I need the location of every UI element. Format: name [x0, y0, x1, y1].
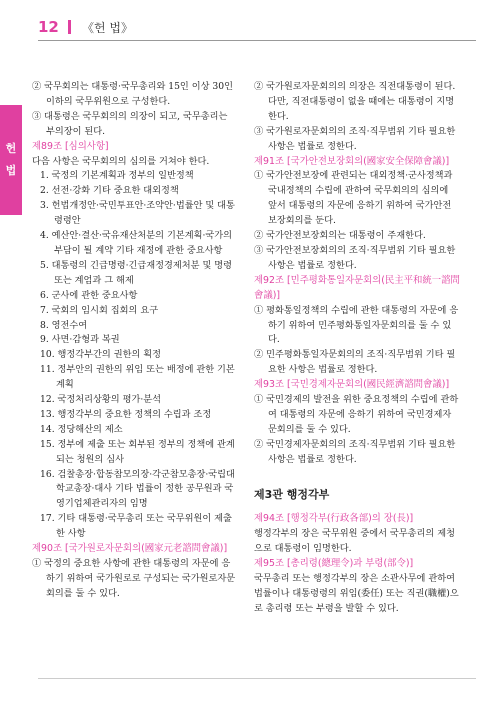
side-tab-char-1: 헌	[5, 142, 17, 155]
left-column	[32, 80, 237, 602]
article-89-item: 13. 행정각부의 중요한 정책의 수립과 조정	[40, 408, 212, 420]
article-88-paragraph-2: ② 국무회의는 대통령·국무총리와 15인 이상 30인 이하의 국무위원으로 구성한다.	[32, 81, 233, 107]
article-93-paragraph-1: ① 국민경제의 발전을 위한 중요정책의 수립에 관하여 대통령의 자문에 응하기 위하여 국민경제자문회의를 둘 수 있다.	[254, 394, 459, 435]
article-90-title: 제90조 [국가원로자문회의(國家元老諮問會議)]	[32, 543, 228, 555]
article-91-paragraph-1: ① 국가안전보장에 관련되는 대외정책·군사정책과 국내정책의 수립에 관하여 국무회의의 심의에 앞서 대통령의 자문에 응하기 위하여 국가안전보장회의를 둔다.	[254, 170, 453, 227]
article-91-paragraph-3: ③ 국가안전보장회의의 조직·직무범위 기타 필요한 사항은 법률로 정한다.	[254, 244, 456, 271]
article-92-paragraph-1: ① 평화통일정책의 수립에 관한 대통령의 자문에 응하기 위하여 민주평화통일자문회의를 둘 수 있다.	[254, 304, 459, 346]
article-89-item: 9. 사면·감형과 복권	[40, 334, 120, 346]
article-89-intro: 다음 사항은 국무회의의 심의를 거쳐야 한다.	[32, 155, 210, 167]
article-93-paragraph-2: ② 국민경제자문회의의 조직·직무범위 기타 필요한 사항은 법률로 정한다.	[254, 438, 456, 465]
article-89-item: 15. 정부에 제출 또는 회부된 정부의 정책에 관계되는 청원의 심사	[40, 438, 235, 465]
article-89-item: 10. 행정각부간의 권한의 획정	[40, 349, 161, 361]
article-90-paragraph-3: ③ 국가원로자문회의의 조직·직무범위 기타 필요한 사항은 법률로 정한다.	[254, 125, 456, 152]
article-89-item: 3. 헌법개정안·국민투표안·조약안·법률안 및 대통령령안	[40, 200, 235, 227]
side-tab	[0, 105, 22, 215]
page-header	[38, 16, 476, 40]
article-95-title: 제95조 [총리령(總理令)과 부령(部令)]	[254, 558, 414, 570]
article-89-item: 14. 정당해산의 제소	[40, 423, 123, 435]
header-rule	[38, 40, 476, 41]
article-89-item: 8. 영전수여	[40, 319, 88, 331]
article-93-title: 제93조 [국민경제자문회의(國民經濟諮問會議)]	[254, 379, 450, 391]
article-94-title: 제94조 [행정각부(行政各部)의 장(長)]	[254, 513, 414, 525]
article-88-paragraph-3: ③ 대통령은 국무회의의 의장이 되고, 국무총리는 부의장이 된다.	[32, 110, 228, 137]
article-95-text: 국무총리 또는 행정각부의 장은 소관사무에 관하여 법률이나 대통령령의 위임(委任) 또는 직권(職權)으로 총리령 또는 부령을 발할 수 있다.	[254, 573, 459, 614]
article-92-paragraph-2: ② 민주평화통일자문회의의 조직·직무범위 기타 필요한 사항은 법률로 정한다.	[254, 349, 456, 376]
article-89-item: 2. 선전·강화 기타 중요한 대외정책	[40, 185, 179, 197]
article-89-item: 1. 국정의 기본계획과 정부의 일반정책	[40, 170, 194, 182]
article-89-item: 7. 국회의 임시회 집회의 요구	[40, 304, 159, 316]
side-tab-char-2: 법	[5, 164, 17, 177]
article-92-title: 제92조 [민주평화통일자문회의(民主平和統一諮問會議)]	[254, 274, 460, 301]
chapter-heading: 제3관 행정각부	[254, 487, 330, 501]
right-column	[254, 80, 460, 617]
article-91-paragraph-2: ② 국가안전보장회의는 대통령이 주재한다.	[254, 230, 426, 242]
article-89-item: 17. 기타 대통령·국무총리 또는 국무위원이 제출한 사항	[40, 513, 232, 540]
header-divider-bar	[68, 20, 71, 34]
section-title: 《헌 법》	[82, 21, 133, 35]
article-90-paragraph-1: ① 국정의 중요한 사항에 관한 대통령의 자문에 응하기 위하여 국가원로로 구성되는 국가원로자문회의를 둘 수 있다.	[32, 558, 236, 599]
article-90-paragraph-2: ② 국가원로자문회의의 의장은 직전대통령이 된다. 다만, 직전대통령이 없을 때에는 대통령이 지명한다.	[254, 81, 456, 122]
article-91-title: 제91조 [국가안전보장회의(國家安全保障會議)]	[254, 155, 450, 167]
article-94-text: 행정각부의 장은 국무위원 중에서 국무총리의 제청으로 대통령이 임명한다.	[254, 528, 455, 555]
footer-rule	[38, 678, 476, 679]
article-89-title: 제89조 [심의사항]	[32, 140, 109, 152]
article-89-item: 5. 대통령의 긴급명령·긴급재정경제처분 및 명령 또는 계엄과 그 해제	[40, 259, 232, 286]
article-89-item: 12. 국정처리상황의 평가·분석	[40, 394, 161, 406]
article-89-item: 6. 군사에 관한 중요사항	[40, 289, 138, 301]
page-number: 12	[38, 18, 59, 36]
article-89-item: 4. 예산안·결산·국유재산처분의 기본계획·국가의 부담이 될 계약 기타 재정에 관한 중요사항	[40, 230, 232, 256]
article-89-item: 11. 정부안의 권한의 위임 또는 배정에 관한 기본계획	[40, 364, 235, 391]
article-89-item: 16. 검찰총장·합동참모의장·각군참모총장·국립대학교총장·대사 기타 법률이 정한 공무원과 국영기업체관리자의 임명	[40, 468, 235, 510]
